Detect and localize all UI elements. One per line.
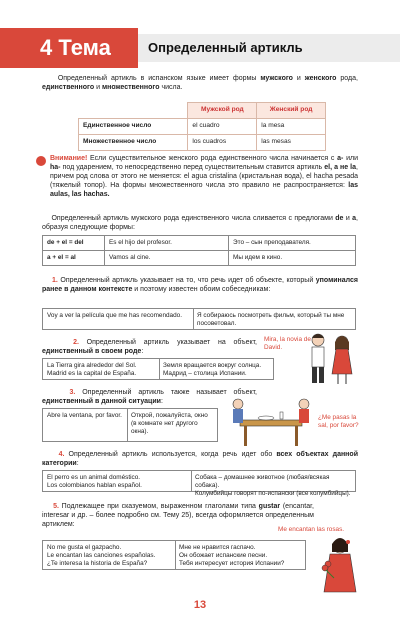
example-line: Собака – домашнее животное (любая/всякая собака). xyxy=(195,474,330,489)
example-line: Мадрид – столица Испании. xyxy=(163,370,247,377)
table-row xyxy=(79,135,326,151)
example-russian xyxy=(159,359,275,379)
rule-1-text: 1. Определенный артикль указывает на то, что речь идет об объекте, который упоминался ранее в данном контексте и поэтому известен обоим собеседникам: xyxy=(42,277,359,293)
table-cell: las mesas xyxy=(257,135,326,151)
example-line: Земля вращается вокруг солнца. xyxy=(163,362,262,369)
example-line: Колумбийцы говорят по-испански (все колумбийцы). xyxy=(195,490,351,497)
intro-paragraph: Определенный артикль в испанском языке имеет формы мужского и женского рода, единственного и множественного числа. xyxy=(42,75,358,91)
rule-2-caption: Mira, la novia de David. xyxy=(264,336,311,351)
example-spanish: Voy a ver la película que me has recomendado. xyxy=(47,312,182,319)
example-line: La Tierra gira alrededor del Sol. xyxy=(47,362,137,369)
example-russian: Открой, пожалуйста, окно (в комнате нет другого окна). xyxy=(131,412,208,435)
example-line: Он обожает испанские песни. xyxy=(179,552,268,559)
contraction-paragraph: Определенный артикль мужского рода единственного числа сливается с предлогами de и a, образуя следующие формы: xyxy=(42,215,358,231)
table-row xyxy=(79,119,326,135)
example-line: Madrid es la capital de España. xyxy=(47,370,137,377)
table-cell: Единственное число xyxy=(79,119,188,135)
example-line: No me gusta el gazpacho. xyxy=(47,544,122,551)
attention-bullet-icon xyxy=(36,156,46,166)
rule-3-caption: ¿Me pasas la sal, por favor? xyxy=(318,414,359,429)
example-line: Мне не нравится гаспачо. xyxy=(179,544,256,551)
table-cell: Vamos al cine. xyxy=(105,251,229,266)
rule-2-text: 2. Определенный артикль указывает на объект, единственный в своем роде: xyxy=(42,339,257,355)
table-cell: Это – сын преподавателя. xyxy=(229,236,356,251)
couple-illustration xyxy=(300,330,360,386)
table-header-masculine: Мужской род xyxy=(188,103,257,119)
page-title: Определенный артикль xyxy=(138,34,400,62)
rule-1-example-box xyxy=(42,308,356,330)
table-header-feminine: Женский род xyxy=(257,103,326,119)
table-row xyxy=(43,251,356,266)
page-number: 13 xyxy=(193,599,207,611)
example-line: Le encantan las canciones españolas. xyxy=(47,552,156,559)
article-forms-table xyxy=(78,102,326,151)
rule-5-caption: Me encantan las rosas. xyxy=(278,526,345,533)
table-cell: Множественное число xyxy=(79,135,188,151)
table-cell: el cuadro xyxy=(188,119,257,135)
example-russian xyxy=(175,541,307,569)
example-spanish xyxy=(43,471,191,491)
rule-5-text: 5. Подлежащее при сказуемом, выраженном глаголами типа gustar (encantar, interesar и др. – более подробно см. Тему 25), всегда оформляется определенным артиклем: xyxy=(42,503,314,528)
rule-3-example-box xyxy=(42,408,218,442)
table-cell: Мы идем в кино. xyxy=(229,251,356,266)
table-cell: los cuadros xyxy=(188,135,257,151)
woman-with-roses-illustration xyxy=(318,534,368,594)
example-line: ¿Te interesa la historia de España? xyxy=(47,560,148,567)
table-cell: Es el hijo del profesor. xyxy=(105,236,229,251)
topic-number: 4 Тема xyxy=(0,28,138,68)
example-russian xyxy=(191,471,357,497)
attention-note: Внимание! Если существительное женского рода единственного числа начинается с а- или ha- под ударением, то непосредственно перед существительным ставится артикль el, а не la, причем род слова от этого не меняется: el agua cristalina (кристальная вода), el hacha pesada (тяжелый топор). На формы множественного числа это правило не распространяется: las aulas, las hachas. xyxy=(50,155,359,198)
rule-4-text: 4. Определенный артикль используется, когда речь идет обо всех объектах данной категории: xyxy=(42,451,358,467)
table-header-empty xyxy=(79,103,188,119)
rule-2-example-box xyxy=(42,358,274,380)
dinner-table-illustration xyxy=(226,394,316,448)
example-spanish xyxy=(43,541,175,569)
table-cell: de + el = del xyxy=(43,236,105,251)
contraction-table xyxy=(42,235,356,266)
table-cell: a + el = al xyxy=(43,251,105,266)
rule-3-text: 3. Определенный артикль также называет объект, единственный в данной ситуации: xyxy=(42,389,257,405)
example-spanish xyxy=(43,359,159,379)
example-line: Тебя интересует история Испании? xyxy=(179,560,285,567)
example-line: El perro es un animal doméstico. xyxy=(47,474,141,481)
example-line: Los colombianos hablan español. xyxy=(47,482,142,489)
table-cell: la mesa xyxy=(257,119,326,135)
rule-4-example-box xyxy=(42,470,356,497)
rule-5-example-box xyxy=(42,540,306,570)
table-header-row xyxy=(79,103,326,119)
example-spanish: Abre la ventana, por favor. xyxy=(47,412,122,419)
topic-header xyxy=(0,28,400,68)
example-russian: Я собираюсь посмотреть фильм, который ты мне посоветовал. xyxy=(197,312,345,327)
table-row xyxy=(43,236,356,251)
